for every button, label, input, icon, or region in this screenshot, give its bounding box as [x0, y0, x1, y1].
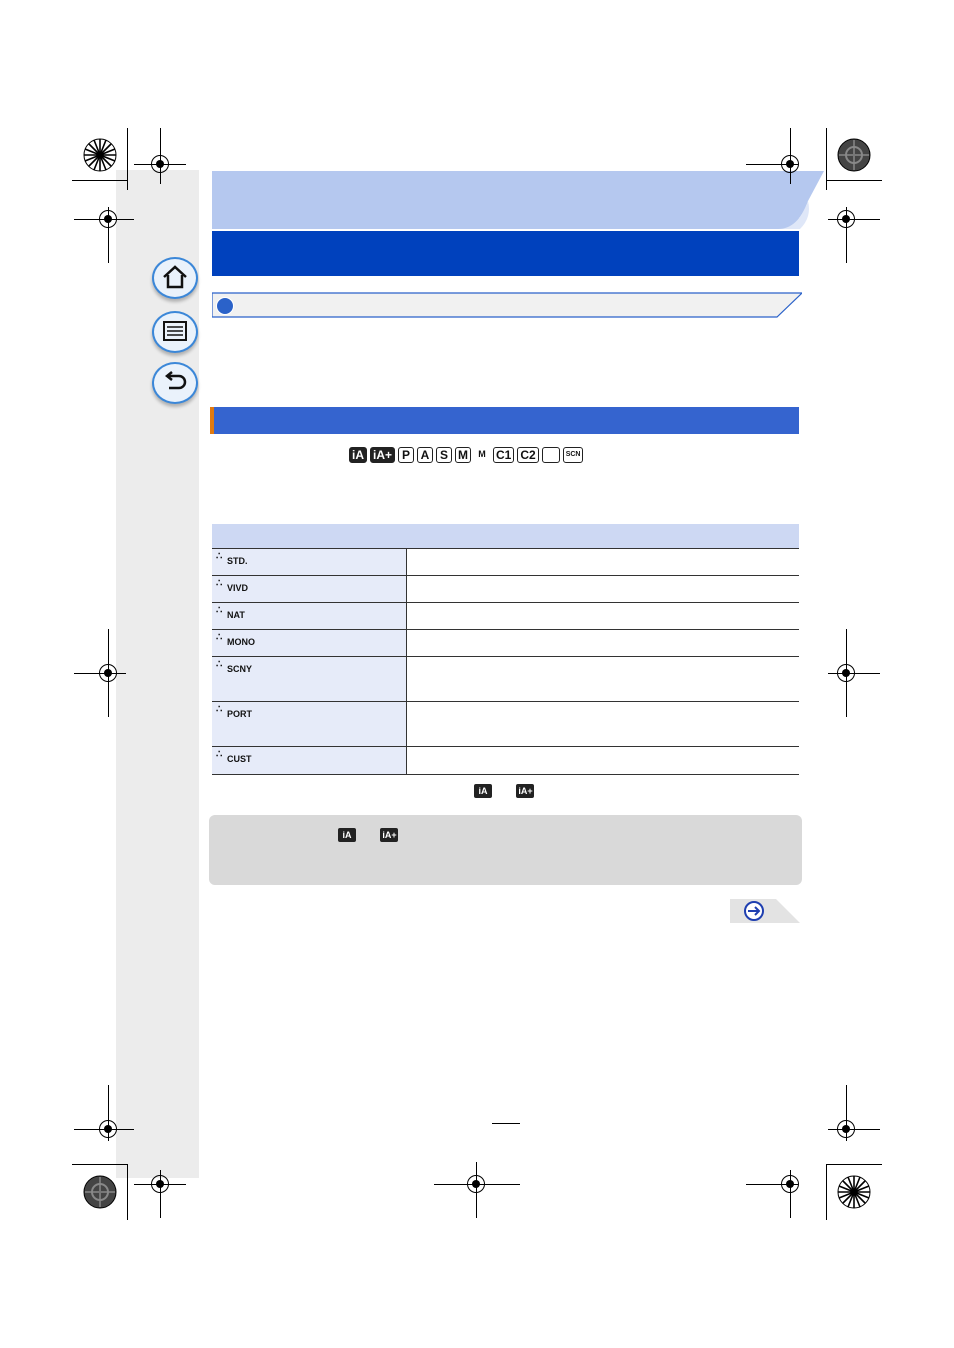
menu-button[interactable] [152, 311, 198, 353]
back-arrow-icon [161, 369, 189, 395]
chapter-header [212, 171, 799, 229]
table-cell [407, 657, 800, 702]
trim-line [826, 180, 882, 181]
table-cell [407, 702, 800, 747]
mode-icon: C1 [493, 447, 514, 463]
ia-plus-mode-icon: iA+ [382, 830, 397, 840]
trim-line [826, 1164, 882, 1165]
registration-target [837, 1175, 871, 1209]
trim-line [72, 1164, 128, 1165]
style-icon: ∴ VIVD [216, 582, 248, 594]
registration-target [83, 1175, 117, 1209]
trim-line [127, 1164, 128, 1220]
style-icon: ∴ STD. [216, 555, 248, 567]
ia-mode-icon: iA [474, 784, 492, 798]
panorama-mode-icon [542, 447, 560, 463]
mode-icon: P [398, 447, 414, 463]
table-row [212, 747, 799, 775]
table-row [212, 657, 799, 702]
table-row [212, 630, 799, 657]
note-icons [338, 825, 398, 843]
applicable-modes [349, 446, 602, 463]
table-row [212, 576, 799, 603]
photo-style-table [212, 524, 799, 775]
registration-target [837, 138, 871, 172]
table-header [407, 524, 800, 549]
style-icon: ∴ NAT [216, 609, 245, 621]
mode-icon: A [417, 447, 433, 463]
footnote-icons [474, 781, 534, 799]
list-icon [161, 318, 189, 344]
table-row [212, 603, 799, 630]
tip-bar [212, 292, 802, 318]
mode-icon: S [436, 447, 452, 463]
table-cell [407, 747, 800, 775]
lightbulb-icon [216, 297, 234, 315]
table-cell [407, 549, 800, 576]
scene-mode-icon: SCN [563, 447, 584, 463]
back-button[interactable] [152, 362, 198, 404]
note-box [209, 815, 802, 885]
style-icon: ∴ PORT [216, 708, 252, 720]
page-number-underline [492, 1123, 520, 1124]
table-header-row [212, 524, 799, 549]
mode-icon: C2 [517, 447, 538, 463]
registration-target [83, 138, 117, 172]
ia-mode-icon: iA [338, 828, 356, 842]
mode-icon: iA+ [370, 447, 395, 463]
style-icon: ∴ SCNY [216, 663, 252, 675]
mode-icon: M [455, 447, 471, 463]
next-page-button[interactable] [730, 899, 800, 923]
table-cell [407, 603, 800, 630]
creative-mode-icon [586, 447, 602, 463]
movie-mode-icon: M [474, 447, 490, 463]
table-row [212, 549, 799, 576]
table-header [212, 524, 407, 549]
header-corner-curl [760, 171, 824, 229]
table-cell [407, 630, 800, 657]
section-header [210, 407, 799, 434]
section-accent [210, 407, 214, 434]
style-icon: ∴ CUST [216, 753, 252, 765]
trim-line [826, 1164, 827, 1220]
table-cell [407, 576, 800, 603]
style-icon: ∴ MONO [216, 636, 255, 648]
page-title-bar [212, 231, 799, 276]
home-button[interactable] [152, 257, 198, 299]
home-icon [161, 264, 189, 290]
ia-plus-mode-icon: iA+ [518, 786, 533, 796]
table-row [212, 702, 799, 747]
trim-line [72, 180, 128, 181]
mode-icon: iA [349, 447, 367, 463]
